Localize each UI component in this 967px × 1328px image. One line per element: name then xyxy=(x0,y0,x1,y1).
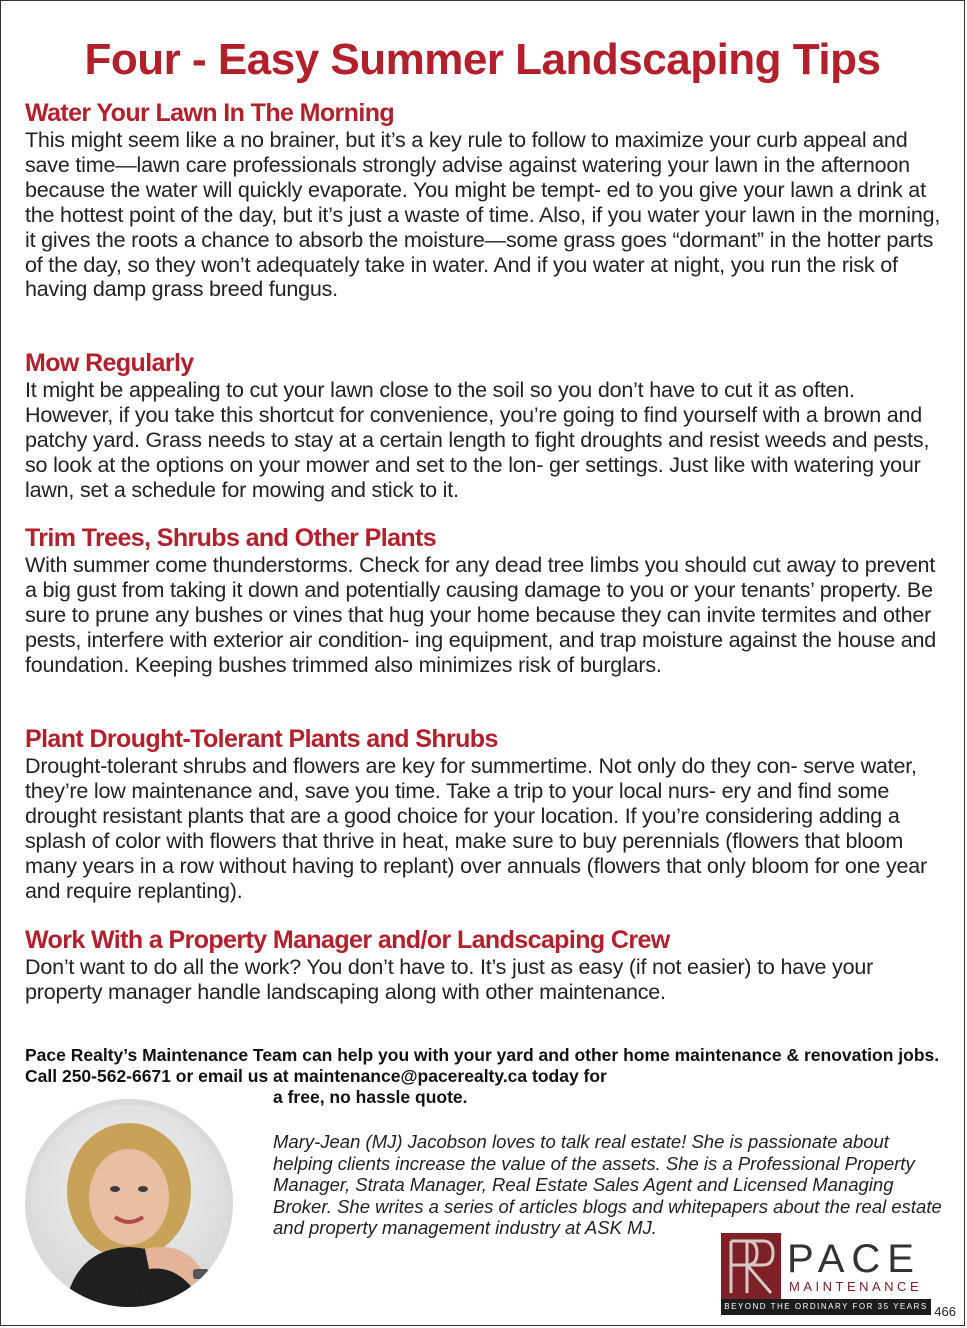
section-trim-trees xyxy=(25,524,945,678)
section-water-lawn xyxy=(25,99,945,302)
portrait-photo xyxy=(25,1099,233,1307)
avatar xyxy=(25,1099,233,1307)
page-title: Four - Easy Summer Landscaping Tips xyxy=(84,35,881,84)
section-body: This might seem like a no brainer, but it’s a key rule to follow to maximize your curb appeal and save time—lawn care professionals strongly advise against watering your lawn in the afternoon because the water will quickly evaporate. You might be tempt- ed to you give your lawn a drink at the hottest point of the day, but it’s just a waste of time. Also, if you water your lawn in the morning, it gives the roots a chance to absorb the moisture—some grass goes “dormant” in the hotter parts of the day, so they won’t adequately take in water. And if you water at night, you run the risk of having damp grass breed fungus. xyxy=(25,128,941,302)
pace-logo-mark-icon xyxy=(721,1233,781,1307)
logo-subtitle: MAINTENANCE xyxy=(789,1279,923,1294)
section-body: With summer come thunderstorms. Check for any dead tree limbs you should cut away to prevent a big gust from taking it down and potentially causing damage to you or your tenants’ property. Be sure to prune any bushes or vines that hug your home because they can invite termites and other pests, interfere with exterior air condition- ing equipment, and trap moisture against the house and foundation. Keeping bushes trimmed also minimizes risk of burglars. xyxy=(25,553,936,677)
page-number: 466 xyxy=(934,1304,956,1319)
section-body: It might be appealing to cut your lawn close to the soil so you don’t have to cut it as often. However, if you take this shortcut for convenience, you’re going to find yourself with a brown and patchy yard. Grass needs to stay at a certain length to fight droughts and resist weeds and pests, so look at the options on your mower and set to the lon- ger settings. Just like with watering your lawn, set a schedule for mowing and stick to it. xyxy=(25,378,930,502)
cta-line-1: Pace Realty’s Maintenance Team can help you with your yard and other home maintenance & renovation jobs. Call 250-562-6671 or email us at maintenance@pacerealty.ca today for xyxy=(25,1045,940,1086)
section-mow-regularly xyxy=(25,349,945,503)
avatar-caption: Ask MJ xyxy=(104,1289,154,1306)
logo-tagline: BEYOND THE ORDINARY FOR 35 YEARS xyxy=(721,1299,931,1315)
section-body: Drought-tolerant shrubs and flowers are key for summertime. Not only do they con- serve water, they’re low maintenance and, save you time. Take a trip to your local nurs- ery and find some drought resistant plants that are a good choice for your location. If you’re considering adding a splash of color with flowers that thrive in heat, make sure to buy perennials (flowers that bloom many years in a row without having to replant) over annuals (flowers that only bloom for one year and require replanting). xyxy=(25,754,927,903)
section-heading: Plant Drought-Tolerant Plants and Shrubs xyxy=(25,725,498,753)
cta-line-2: a free, no hassle quote. xyxy=(273,1087,468,1107)
section-heading: Mow Regularly xyxy=(25,349,194,377)
section-heading: Trim Trees, Shrubs and Other Plants xyxy=(25,524,437,552)
section-body: Don’t want to do all the work? You don’t have to. It’s just as easy (if not easier) to have your property manager handle landscaping along with other maintenance. xyxy=(25,955,874,1004)
section-drought-tolerant xyxy=(25,725,945,903)
section-heading: Water Your Lawn In The Morning xyxy=(25,99,395,127)
author-bio: Mary-Jean (MJ) Jacobson loves to talk real estate! She is passionate about helping clients increase the value of the assets. She is a Professional Property Manager, Strata Manager, Real Estate Sales Agent and Licensed Managing Broker. She writes a series of articles blogs and whitepapers about the real estate and property management industry at ASK MJ. xyxy=(273,1131,942,1238)
logo-wordmark: PACE xyxy=(787,1237,921,1281)
section-heading: Work With a Property Manager and/or Landscaping Crew xyxy=(25,926,670,954)
pace-maintenance-logo xyxy=(721,1233,931,1317)
section-property-manager xyxy=(25,926,945,1005)
